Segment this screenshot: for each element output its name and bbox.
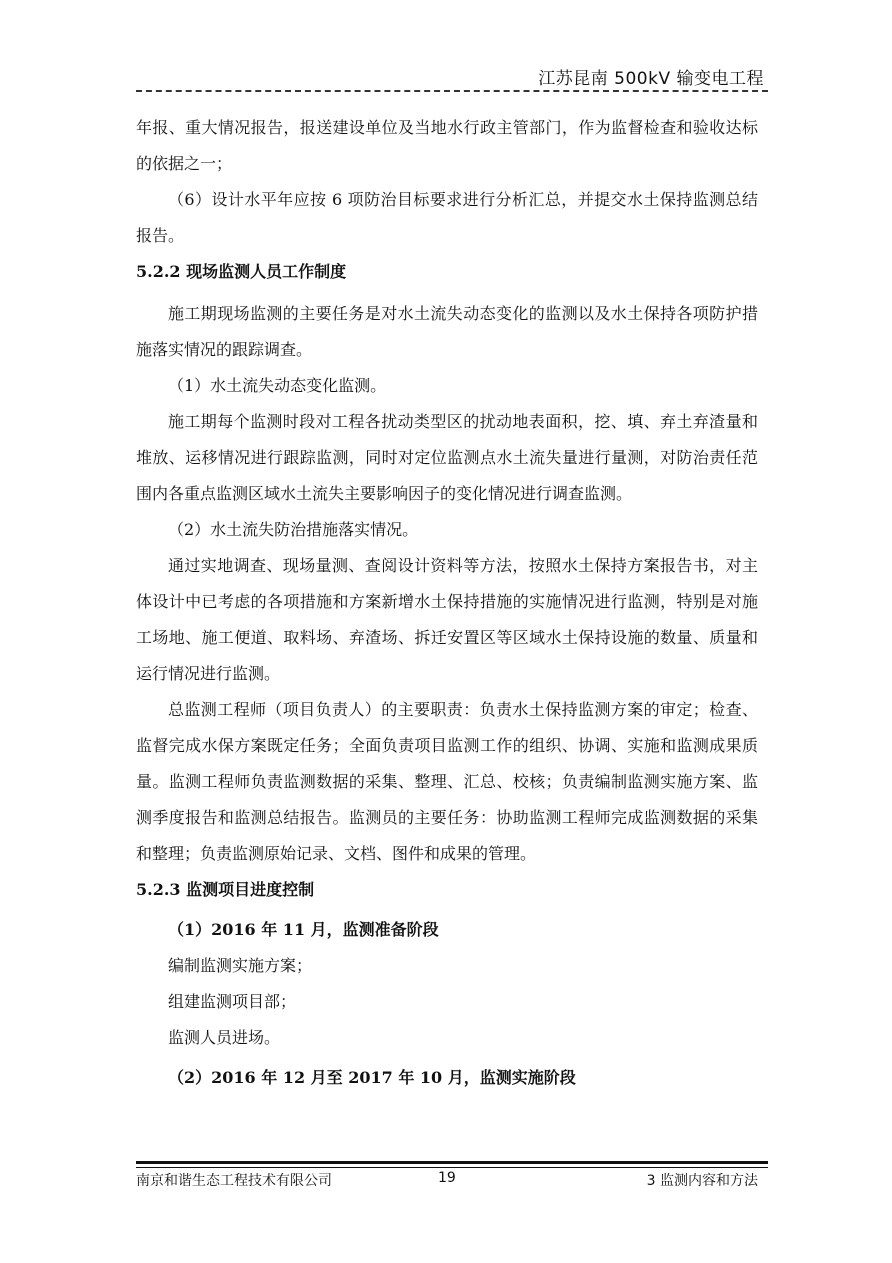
paragraph: 施工期现场监测的主要任务是对水土流失动态变化的监测以及水土保持各项防护措施落实情况的跟踪调查。	[136, 304, 758, 359]
paragraph: （6）设计水平年应按 6 项防治目标要求进行分析汇总，并提交水土保持监测总结报告。	[136, 190, 758, 245]
footer-company: 南京和谐生态工程技术有限公司	[136, 1173, 332, 1189]
stage-heading: （1）2016 年 11 月，监测准备阶段	[168, 920, 439, 939]
list-item: 监测人员进场。	[168, 1028, 281, 1047]
paragraph: 年报、重大情况报告，报送建设单位及当地水行政主管部门，作为监督检查和验收达标的依据之一；	[136, 118, 758, 173]
page-footer	[136, 1170, 758, 1190]
paragraph: 通过实地调查、现场量测、查阅设计资料等方法，按照水土保持方案报告书，对主体设计中已考虑的各项措施和方案新增水土保持措施的实施情况进行监测，特别是对施工场地、施工便道、取料场、弃渣场、拆迁安置区等区域水土保持设施的数量、质量和运行情况进行监测。	[136, 556, 758, 683]
section-heading: 5.2.3 监测项目进度控制	[136, 880, 315, 899]
footer-section: 3 监测内容和方法	[646, 1173, 758, 1189]
header-rule	[136, 90, 768, 92]
paragraph: 施工期每个监测时段对工程各扰动类型区的扰动地表面积，挖、填、弃土弃渣量和堆放、运移情况进行跟踪监测，同时对定位监测点水土流失量进行量测，对防治责任范围内各重点监测区域水土流失主要影响因子的变化情况进行调查监测。	[136, 412, 758, 503]
stage-heading: （2）2016 年 12 月至 2017 年 10 月，监测实施阶段	[168, 1068, 576, 1087]
page-number: 19	[438, 1170, 456, 1186]
document-body	[136, 110, 758, 1096]
list-item: 组建监测项目部；	[168, 992, 297, 1011]
paragraph: （1）水土流失动态变化监测。	[168, 376, 387, 395]
section-heading: 5.2.2 现场监测人员工作制度	[136, 262, 347, 281]
header-title: 江苏昆南 500kV 输变电工程	[538, 69, 764, 89]
footer-rule	[136, 1161, 768, 1164]
paragraph: 总监测工程师（项目负责人）的主要职责：负责水土保持监测方案的审定；检查、监督完成水保方案既定任务；全面负责项目监测工作的组织、协调、实施和监测成果质量。监测工程师负责监测数据的采集、整理、汇总、校核；负责编制监测实施方案、监测季度报告和监测总结报告。监测员的主要任务：协助监测工程师完成监测数据的采集和整理；负责监测原始记录、文档、图件和成果的管理。	[136, 700, 758, 863]
paragraph: （2）水土流失防治措施落实情况。	[168, 520, 419, 539]
list-item: 编制监测实施方案；	[168, 956, 313, 975]
footer-rule	[136, 1167, 768, 1168]
